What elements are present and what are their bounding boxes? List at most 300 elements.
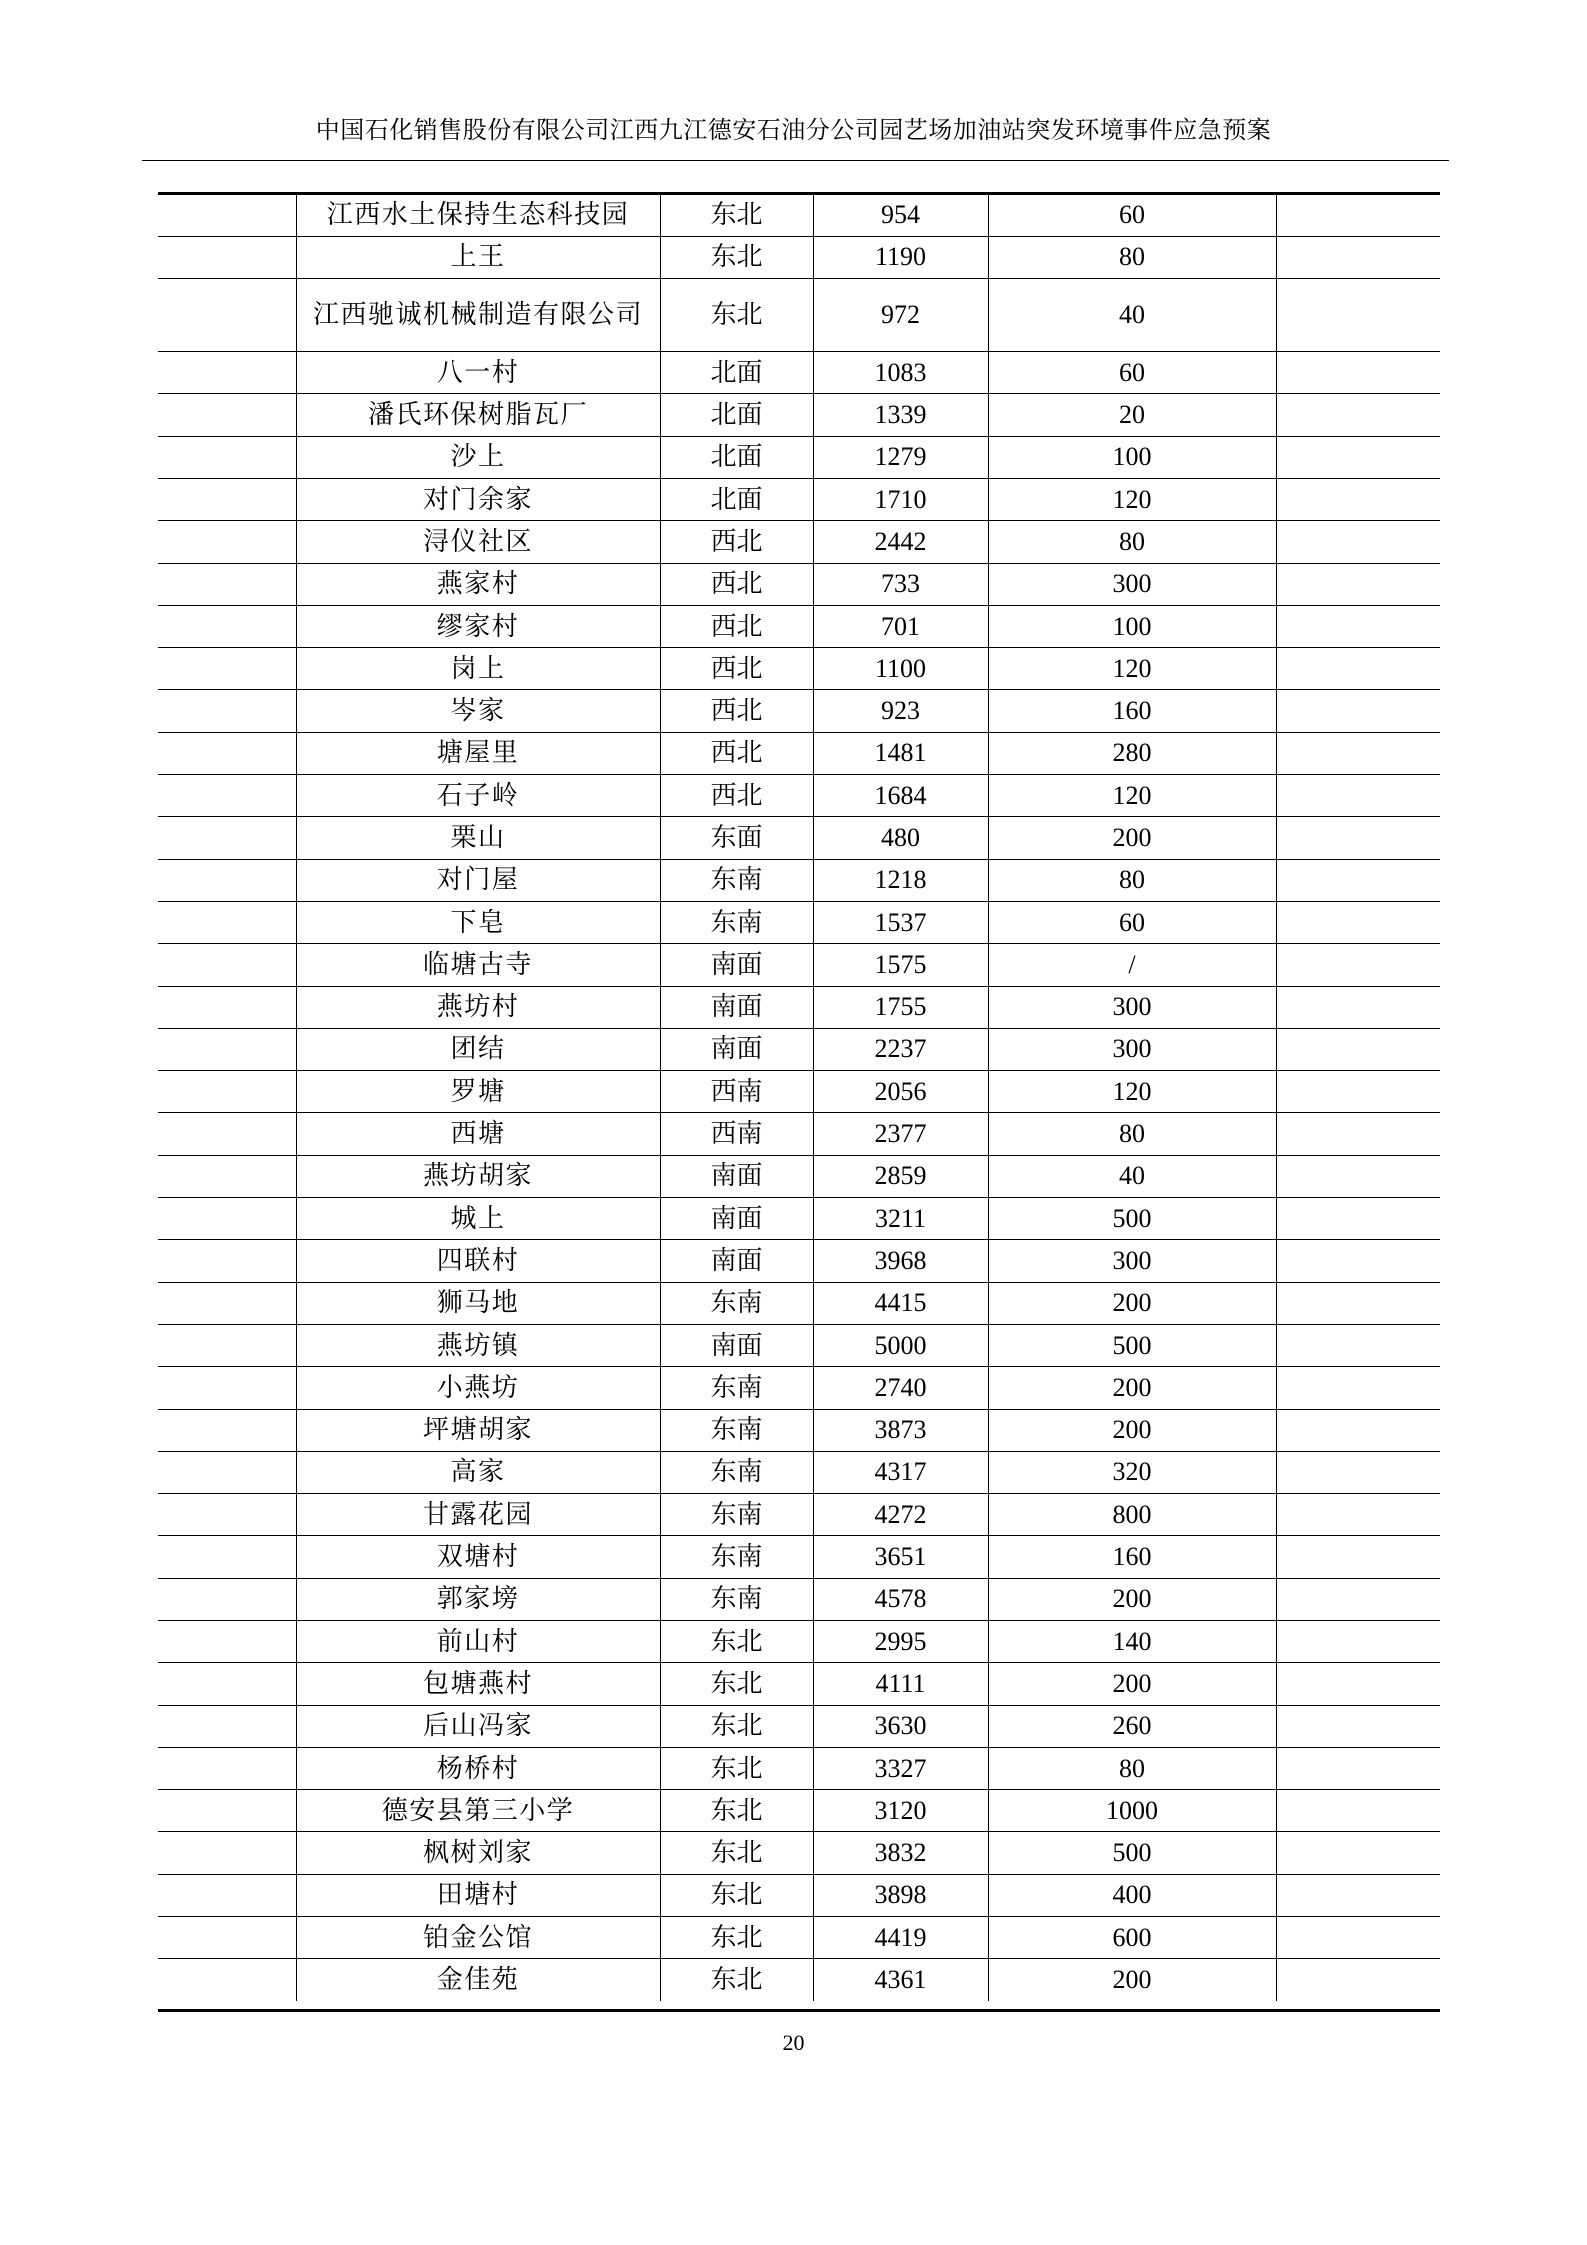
population-cell: 500 bbox=[988, 1198, 1276, 1240]
receptor-name-cell: 八一村 bbox=[296, 352, 660, 394]
table-row bbox=[158, 859, 1440, 901]
table-row bbox=[158, 775, 1440, 817]
table-row bbox=[158, 436, 1440, 478]
empty-trailing-cell bbox=[1276, 1240, 1440, 1282]
direction-cell: 东北 bbox=[660, 1621, 813, 1663]
sensitive-receptor-table bbox=[158, 194, 1440, 2001]
empty-leading-cell bbox=[158, 1451, 296, 1493]
table-row bbox=[158, 521, 1440, 563]
empty-trailing-cell bbox=[1276, 1494, 1440, 1536]
empty-trailing-cell bbox=[1276, 1832, 1440, 1874]
distance-cell: 1710 bbox=[813, 478, 988, 520]
receptor-name-cell: 四联村 bbox=[296, 1240, 660, 1282]
direction-cell: 东南 bbox=[660, 1282, 813, 1324]
table-row bbox=[158, 1113, 1440, 1155]
empty-leading-cell bbox=[158, 279, 296, 352]
empty-trailing-cell bbox=[1276, 1282, 1440, 1324]
population-cell: 100 bbox=[988, 436, 1276, 478]
empty-leading-cell bbox=[158, 1536, 296, 1578]
empty-leading-cell bbox=[158, 648, 296, 690]
empty-trailing-cell bbox=[1276, 1409, 1440, 1451]
receptor-name-cell: 铂金公馆 bbox=[296, 1917, 660, 1959]
distance-cell: 733 bbox=[813, 563, 988, 605]
population-cell: / bbox=[988, 944, 1276, 986]
population-cell: 20 bbox=[988, 394, 1276, 436]
distance-cell: 1100 bbox=[813, 648, 988, 690]
distance-cell: 5000 bbox=[813, 1324, 988, 1366]
direction-cell: 东面 bbox=[660, 817, 813, 859]
distance-cell: 480 bbox=[813, 817, 988, 859]
table-row bbox=[158, 690, 1440, 732]
empty-leading-cell bbox=[158, 1747, 296, 1789]
direction-cell: 西北 bbox=[660, 521, 813, 563]
distance-cell: 3898 bbox=[813, 1874, 988, 1916]
distance-cell: 3832 bbox=[813, 1832, 988, 1874]
population-cell: 60 bbox=[988, 901, 1276, 943]
table-bottom-rule bbox=[158, 2009, 1440, 2012]
population-cell: 200 bbox=[988, 1663, 1276, 1705]
direction-cell: 东北 bbox=[660, 1832, 813, 1874]
empty-trailing-cell bbox=[1276, 521, 1440, 563]
receptor-name-cell: 枫树刘家 bbox=[296, 1832, 660, 1874]
empty-trailing-cell bbox=[1276, 944, 1440, 986]
receptor-name-cell: 小燕坊 bbox=[296, 1367, 660, 1409]
distance-cell: 2740 bbox=[813, 1367, 988, 1409]
empty-trailing-cell bbox=[1276, 1071, 1440, 1113]
empty-leading-cell bbox=[158, 394, 296, 436]
distance-cell: 1190 bbox=[813, 236, 988, 278]
table-row bbox=[158, 1282, 1440, 1324]
direction-cell: 南面 bbox=[660, 1198, 813, 1240]
distance-cell: 3873 bbox=[813, 1409, 988, 1451]
direction-cell: 西南 bbox=[660, 1113, 813, 1155]
empty-trailing-cell bbox=[1276, 1155, 1440, 1197]
empty-trailing-cell bbox=[1276, 1790, 1440, 1832]
table-row bbox=[158, 1917, 1440, 1959]
empty-trailing-cell bbox=[1276, 1536, 1440, 1578]
population-cell: 100 bbox=[988, 605, 1276, 647]
empty-leading-cell bbox=[158, 690, 296, 732]
empty-trailing-cell bbox=[1276, 1198, 1440, 1240]
empty-trailing-cell bbox=[1276, 1324, 1440, 1366]
table-row bbox=[158, 1874, 1440, 1916]
table-row bbox=[158, 394, 1440, 436]
empty-leading-cell bbox=[158, 605, 296, 647]
direction-cell: 东北 bbox=[660, 1874, 813, 1916]
direction-cell: 北面 bbox=[660, 352, 813, 394]
table-row bbox=[158, 1198, 1440, 1240]
empty-trailing-cell bbox=[1276, 194, 1440, 236]
empty-leading-cell bbox=[158, 732, 296, 774]
direction-cell: 东北 bbox=[660, 1663, 813, 1705]
population-cell: 40 bbox=[988, 279, 1276, 352]
empty-leading-cell bbox=[158, 986, 296, 1028]
distance-cell: 2237 bbox=[813, 1028, 988, 1070]
receptor-name-cell: 郭家塝 bbox=[296, 1578, 660, 1620]
empty-leading-cell bbox=[158, 1367, 296, 1409]
direction-cell: 西北 bbox=[660, 732, 813, 774]
distance-cell: 2859 bbox=[813, 1155, 988, 1197]
table-row bbox=[158, 1747, 1440, 1789]
population-cell: 80 bbox=[988, 1113, 1276, 1155]
receptor-name-cell: 上王 bbox=[296, 236, 660, 278]
receptor-name-cell: 缪家村 bbox=[296, 605, 660, 647]
distance-cell: 1575 bbox=[813, 944, 988, 986]
empty-trailing-cell bbox=[1276, 817, 1440, 859]
distance-cell: 3120 bbox=[813, 1790, 988, 1832]
population-cell: 200 bbox=[988, 1409, 1276, 1451]
receptor-name-cell: 双塘村 bbox=[296, 1536, 660, 1578]
receptor-name-cell: 塘屋里 bbox=[296, 732, 660, 774]
distance-cell: 1339 bbox=[813, 394, 988, 436]
population-cell: 200 bbox=[988, 1959, 1276, 2001]
empty-leading-cell bbox=[158, 817, 296, 859]
distance-cell: 923 bbox=[813, 690, 988, 732]
empty-trailing-cell bbox=[1276, 563, 1440, 605]
table-row bbox=[158, 648, 1440, 690]
table-row bbox=[158, 1663, 1440, 1705]
direction-cell: 东北 bbox=[660, 194, 813, 236]
receptor-name-cell: 西塘 bbox=[296, 1113, 660, 1155]
receptor-name-cell: 金佳苑 bbox=[296, 1959, 660, 2001]
empty-leading-cell bbox=[158, 1113, 296, 1155]
empty-leading-cell bbox=[158, 1705, 296, 1747]
direction-cell: 南面 bbox=[660, 944, 813, 986]
receptor-name-cell: 燕坊胡家 bbox=[296, 1155, 660, 1197]
empty-leading-cell bbox=[158, 1409, 296, 1451]
distance-cell: 954 bbox=[813, 194, 988, 236]
table-row bbox=[158, 1028, 1440, 1070]
empty-trailing-cell bbox=[1276, 394, 1440, 436]
empty-trailing-cell bbox=[1276, 775, 1440, 817]
population-cell: 800 bbox=[988, 1494, 1276, 1536]
direction-cell: 西北 bbox=[660, 563, 813, 605]
table-row bbox=[158, 563, 1440, 605]
empty-trailing-cell bbox=[1276, 859, 1440, 901]
distance-cell: 1684 bbox=[813, 775, 988, 817]
population-cell: 500 bbox=[988, 1832, 1276, 1874]
direction-cell: 东南 bbox=[660, 1451, 813, 1493]
direction-cell: 南面 bbox=[660, 1028, 813, 1070]
table-row bbox=[158, 1790, 1440, 1832]
receptor-name-cell: 江西水土保持生态科技园 bbox=[296, 194, 660, 236]
direction-cell: 东南 bbox=[660, 1536, 813, 1578]
population-cell: 160 bbox=[988, 690, 1276, 732]
empty-trailing-cell bbox=[1276, 1959, 1440, 2001]
table-body bbox=[158, 194, 1440, 2001]
direction-cell: 南面 bbox=[660, 986, 813, 1028]
empty-trailing-cell bbox=[1276, 478, 1440, 520]
empty-leading-cell bbox=[158, 1324, 296, 1366]
table-row bbox=[158, 352, 1440, 394]
direction-cell: 东南 bbox=[660, 1578, 813, 1620]
empty-leading-cell bbox=[158, 1155, 296, 1197]
empty-leading-cell bbox=[158, 1028, 296, 1070]
empty-leading-cell bbox=[158, 563, 296, 605]
population-cell: 200 bbox=[988, 817, 1276, 859]
empty-leading-cell bbox=[158, 436, 296, 478]
page-number: 20 bbox=[782, 2030, 805, 2055]
empty-trailing-cell bbox=[1276, 901, 1440, 943]
table-row bbox=[158, 1536, 1440, 1578]
table-row bbox=[158, 1494, 1440, 1536]
receptor-name-cell: 江西驰诚机械制造有限公司 bbox=[296, 279, 660, 352]
distance-cell: 1755 bbox=[813, 986, 988, 1028]
empty-trailing-cell bbox=[1276, 1917, 1440, 1959]
empty-leading-cell bbox=[158, 1790, 296, 1832]
receptor-name-cell: 潘氏环保树脂瓦厂 bbox=[296, 394, 660, 436]
empty-leading-cell bbox=[158, 901, 296, 943]
empty-trailing-cell bbox=[1276, 1747, 1440, 1789]
direction-cell: 南面 bbox=[660, 1324, 813, 1366]
receptor-name-cell: 对门屋 bbox=[296, 859, 660, 901]
table-row bbox=[158, 1832, 1440, 1874]
population-cell: 200 bbox=[988, 1282, 1276, 1324]
empty-trailing-cell bbox=[1276, 1028, 1440, 1070]
distance-cell: 1537 bbox=[813, 901, 988, 943]
receptor-name-cell: 罗塘 bbox=[296, 1071, 660, 1113]
table-row bbox=[158, 1451, 1440, 1493]
direction-cell: 西北 bbox=[660, 775, 813, 817]
population-cell: 200 bbox=[988, 1578, 1276, 1620]
distance-cell: 4415 bbox=[813, 1282, 988, 1324]
direction-cell: 北面 bbox=[660, 436, 813, 478]
direction-cell: 东北 bbox=[660, 279, 813, 352]
empty-leading-cell bbox=[158, 1917, 296, 1959]
population-cell: 320 bbox=[988, 1451, 1276, 1493]
empty-trailing-cell bbox=[1276, 1451, 1440, 1493]
direction-cell: 西北 bbox=[660, 605, 813, 647]
table-row bbox=[158, 1367, 1440, 1409]
receptor-name-cell: 石子岭 bbox=[296, 775, 660, 817]
empty-leading-cell bbox=[158, 1282, 296, 1324]
population-cell: 500 bbox=[988, 1324, 1276, 1366]
direction-cell: 东北 bbox=[660, 1790, 813, 1832]
population-cell: 260 bbox=[988, 1705, 1276, 1747]
receptor-name-cell: 坪塘胡家 bbox=[296, 1409, 660, 1451]
population-cell: 160 bbox=[988, 1536, 1276, 1578]
page-header-title: 中国石化销售股份有限公司江西九江德安石油分公司园艺场加油站突发环境事件应急预案 bbox=[315, 116, 1272, 144]
empty-leading-cell bbox=[158, 1621, 296, 1663]
sensitive-receptor-table-container bbox=[158, 194, 1440, 2001]
direction-cell: 东北 bbox=[660, 236, 813, 278]
distance-cell: 1218 bbox=[813, 859, 988, 901]
receptor-name-cell: 包塘燕村 bbox=[296, 1663, 660, 1705]
population-cell: 280 bbox=[988, 732, 1276, 774]
empty-leading-cell bbox=[158, 194, 296, 236]
empty-leading-cell bbox=[158, 1071, 296, 1113]
empty-leading-cell bbox=[158, 1832, 296, 1874]
population-cell: 300 bbox=[988, 1028, 1276, 1070]
receptor-name-cell: 岑家 bbox=[296, 690, 660, 732]
table-row bbox=[158, 194, 1440, 236]
population-cell: 300 bbox=[988, 986, 1276, 1028]
receptor-name-cell: 燕家村 bbox=[296, 563, 660, 605]
distance-cell: 4578 bbox=[813, 1578, 988, 1620]
empty-leading-cell bbox=[158, 775, 296, 817]
direction-cell: 东北 bbox=[660, 1747, 813, 1789]
population-cell: 300 bbox=[988, 563, 1276, 605]
distance-cell: 4419 bbox=[813, 1917, 988, 1959]
receptor-name-cell: 对门余家 bbox=[296, 478, 660, 520]
distance-cell: 4272 bbox=[813, 1494, 988, 1536]
population-cell: 80 bbox=[988, 521, 1276, 563]
empty-trailing-cell bbox=[1276, 279, 1440, 352]
empty-leading-cell bbox=[158, 944, 296, 986]
empty-leading-cell bbox=[158, 1663, 296, 1705]
population-cell: 600 bbox=[988, 1917, 1276, 1959]
direction-cell: 东南 bbox=[660, 1409, 813, 1451]
direction-cell: 东北 bbox=[660, 1917, 813, 1959]
distance-cell: 701 bbox=[813, 605, 988, 647]
direction-cell: 东南 bbox=[660, 859, 813, 901]
empty-trailing-cell bbox=[1276, 1621, 1440, 1663]
table-row bbox=[158, 1578, 1440, 1620]
direction-cell: 北面 bbox=[660, 394, 813, 436]
table-row bbox=[158, 279, 1440, 352]
table-row bbox=[158, 1155, 1440, 1197]
empty-trailing-cell bbox=[1276, 732, 1440, 774]
empty-trailing-cell bbox=[1276, 1113, 1440, 1155]
distance-cell: 3327 bbox=[813, 1747, 988, 1789]
empty-leading-cell bbox=[158, 1874, 296, 1916]
receptor-name-cell: 栗山 bbox=[296, 817, 660, 859]
table-row bbox=[158, 1409, 1440, 1451]
empty-leading-cell bbox=[158, 859, 296, 901]
distance-cell: 3630 bbox=[813, 1705, 988, 1747]
direction-cell: 东南 bbox=[660, 901, 813, 943]
population-cell: 120 bbox=[988, 1071, 1276, 1113]
table-row bbox=[158, 1959, 1440, 2001]
empty-trailing-cell bbox=[1276, 1578, 1440, 1620]
empty-trailing-cell bbox=[1276, 986, 1440, 1028]
population-cell: 400 bbox=[988, 1874, 1276, 1916]
population-cell: 40 bbox=[988, 1155, 1276, 1197]
receptor-name-cell: 德安县第三小学 bbox=[296, 1790, 660, 1832]
empty-trailing-cell bbox=[1276, 352, 1440, 394]
distance-cell: 2442 bbox=[813, 521, 988, 563]
distance-cell: 3211 bbox=[813, 1198, 988, 1240]
table-row bbox=[158, 901, 1440, 943]
population-cell: 200 bbox=[988, 1367, 1276, 1409]
receptor-name-cell: 前山村 bbox=[296, 1621, 660, 1663]
receptor-name-cell: 岗上 bbox=[296, 648, 660, 690]
table-row bbox=[158, 1705, 1440, 1747]
receptor-name-cell: 浔仪社区 bbox=[296, 521, 660, 563]
direction-cell: 东北 bbox=[660, 1705, 813, 1747]
direction-cell: 南面 bbox=[660, 1240, 813, 1282]
receptor-name-cell: 高家 bbox=[296, 1451, 660, 1493]
direction-cell: 东南 bbox=[660, 1367, 813, 1409]
receptor-name-cell: 沙上 bbox=[296, 436, 660, 478]
table-row bbox=[158, 986, 1440, 1028]
distance-cell: 1481 bbox=[813, 732, 988, 774]
population-cell: 60 bbox=[988, 352, 1276, 394]
receptor-name-cell: 甘露花园 bbox=[296, 1494, 660, 1536]
table-row bbox=[158, 817, 1440, 859]
receptor-name-cell: 燕坊村 bbox=[296, 986, 660, 1028]
population-cell: 1000 bbox=[988, 1790, 1276, 1832]
population-cell: 120 bbox=[988, 648, 1276, 690]
direction-cell: 北面 bbox=[660, 478, 813, 520]
distance-cell: 2056 bbox=[813, 1071, 988, 1113]
header-rule bbox=[142, 160, 1449, 161]
distance-cell: 1279 bbox=[813, 436, 988, 478]
table-row bbox=[158, 236, 1440, 278]
table-row bbox=[158, 732, 1440, 774]
distance-cell: 972 bbox=[813, 279, 988, 352]
empty-leading-cell bbox=[158, 236, 296, 278]
empty-leading-cell bbox=[158, 1494, 296, 1536]
distance-cell: 2377 bbox=[813, 1113, 988, 1155]
distance-cell: 4111 bbox=[813, 1663, 988, 1705]
distance-cell: 4361 bbox=[813, 1959, 988, 2001]
distance-cell: 3651 bbox=[813, 1536, 988, 1578]
table-row bbox=[158, 478, 1440, 520]
receptor-name-cell: 田塘村 bbox=[296, 1874, 660, 1916]
empty-trailing-cell bbox=[1276, 1874, 1440, 1916]
distance-cell: 2995 bbox=[813, 1621, 988, 1663]
empty-leading-cell bbox=[158, 1198, 296, 1240]
empty-trailing-cell bbox=[1276, 690, 1440, 732]
empty-trailing-cell bbox=[1276, 1705, 1440, 1747]
population-cell: 80 bbox=[988, 1747, 1276, 1789]
distance-cell: 4317 bbox=[813, 1451, 988, 1493]
empty-leading-cell bbox=[158, 478, 296, 520]
empty-trailing-cell bbox=[1276, 648, 1440, 690]
population-cell: 80 bbox=[988, 236, 1276, 278]
receptor-name-cell: 燕坊镇 bbox=[296, 1324, 660, 1366]
empty-trailing-cell bbox=[1276, 605, 1440, 647]
direction-cell: 西北 bbox=[660, 648, 813, 690]
table-row bbox=[158, 1240, 1440, 1282]
population-cell: 300 bbox=[988, 1240, 1276, 1282]
distance-cell: 3968 bbox=[813, 1240, 988, 1282]
empty-leading-cell bbox=[158, 1240, 296, 1282]
population-cell: 120 bbox=[988, 775, 1276, 817]
population-cell: 60 bbox=[988, 194, 1276, 236]
receptor-name-cell: 城上 bbox=[296, 1198, 660, 1240]
empty-leading-cell bbox=[158, 1578, 296, 1620]
distance-cell: 1083 bbox=[813, 352, 988, 394]
direction-cell: 东北 bbox=[660, 1959, 813, 2001]
receptor-name-cell: 杨桥村 bbox=[296, 1747, 660, 1789]
table-row bbox=[158, 944, 1440, 986]
table-row bbox=[158, 605, 1440, 647]
population-cell: 80 bbox=[988, 859, 1276, 901]
table-row bbox=[158, 1071, 1440, 1113]
empty-leading-cell bbox=[158, 352, 296, 394]
table-row bbox=[158, 1621, 1440, 1663]
empty-trailing-cell bbox=[1276, 236, 1440, 278]
empty-leading-cell bbox=[158, 1959, 296, 2001]
receptor-name-cell: 团结 bbox=[296, 1028, 660, 1070]
receptor-name-cell: 后山冯家 bbox=[296, 1705, 660, 1747]
empty-leading-cell bbox=[158, 521, 296, 563]
population-cell: 120 bbox=[988, 478, 1276, 520]
receptor-name-cell: 临塘古寺 bbox=[296, 944, 660, 986]
population-cell: 140 bbox=[988, 1621, 1276, 1663]
direction-cell: 东南 bbox=[660, 1494, 813, 1536]
receptor-name-cell: 下皂 bbox=[296, 901, 660, 943]
empty-trailing-cell bbox=[1276, 1367, 1440, 1409]
direction-cell: 西北 bbox=[660, 690, 813, 732]
direction-cell: 西南 bbox=[660, 1071, 813, 1113]
direction-cell: 南面 bbox=[660, 1155, 813, 1197]
empty-trailing-cell bbox=[1276, 1663, 1440, 1705]
receptor-name-cell: 狮马地 bbox=[296, 1282, 660, 1324]
table-row bbox=[158, 1324, 1440, 1366]
